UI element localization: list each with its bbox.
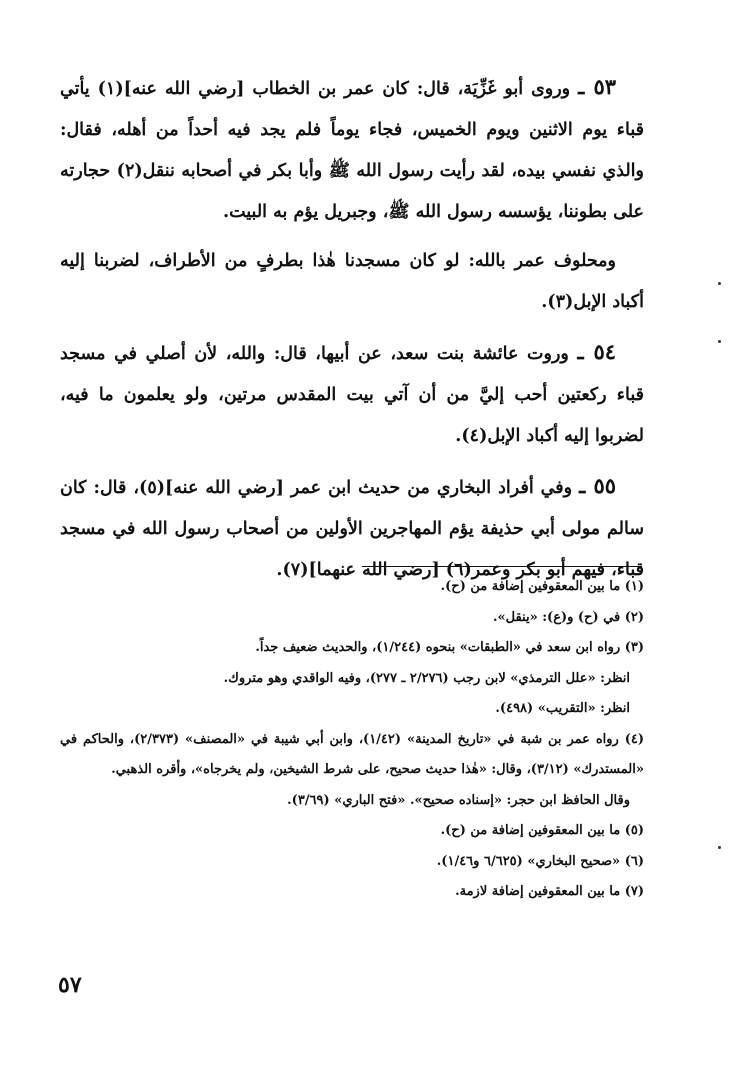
paragraph-oath: [60, 241, 644, 323]
footnote-5: (٥) ما بين المعقوفين إضافة من (ح).: [440, 823, 644, 838]
paragraph-number: ٥٥ ـ: [579, 473, 616, 498]
footnotes: [60, 572, 644, 908]
footnote-7: (٧) ما بين المعقوفين إضافة لازمة.: [455, 884, 644, 899]
margin-speck: [718, 282, 721, 285]
footnote-1: (١) ما بين المعقوفين إضافة من (ح).: [440, 579, 644, 594]
footnote-4: (٤) رواه عمر بن شبة في «تاريخ المدينة» (١/٤٢)، وابن أبي شيبة في «المصنف» (٢/٣٧٣)، والحاكم في «المستدرك» (٣/١٢)، وقال: «هٰذا حديث صحيح، على شرط الشيخين، ولم يخرجاه»، وأقره الذهبي.: [60, 731, 645, 777]
page-number: ٥٧: [58, 972, 82, 998]
main-text: [60, 66, 644, 591]
footnote-2: (٢) في (ح) و(ع): «ينقل».: [492, 609, 644, 625]
footnote-3: (٣) رواه ابن سعد في «الطبقات» بنحوه (١/٢٤٤)، والحديث ضعيف جداً.: [255, 640, 644, 655]
footnote-3-see-also: انظر: «التقريب» (٤٩٨).: [495, 701, 630, 716]
paragraph-text: وروت عائشة بنت سعد، عن أبيها، قال: والله، لأن أصلي في مسجد قباء ركعتين أحب إليَّ من أن آتي بيت المقدس مرتين، ولو يعلمون ما فيه، لضربوا إليه أكباد الإبل(٤).: [60, 344, 644, 446]
footnote-4-continued: وقال الحافظ ابن حجر: «إسناده صحيح». «فتح الباري» (٣/٦٩).: [287, 792, 630, 808]
paragraph-number: ٥٤ ـ: [577, 339, 617, 364]
footnote-3-continued: انظر: «علل الترمذي» لابن رجب (٢/٢٧٦ ـ ٢٧٧)، وفيه الواقدي وهو متروك.: [223, 670, 630, 686]
paragraph-53: [60, 66, 644, 233]
margin-speck: [718, 340, 721, 343]
margin-speck: [718, 846, 721, 849]
paragraph-text: وروى أبو غَزِّيَة، قال: كان عمر بن الخطاب [رضي الله عنه](١) يأتي قباء يوم الاثنين ويوم الخميس، فجاء يوماً فلم يجد فيه أحداً من أهله، فقال: والذي نفسي بيده، لقد رأيت رسول الله ﷺ وأبا بكر في أصحابه ننقل(٢) حجارته على بطوننا، يؤسسه رسول الله ﷺ، وجبريل يؤم به البيت.: [60, 79, 644, 222]
paragraph-54: [60, 331, 644, 457]
paragraph-text: ومحلوف عمر بالله: لو كان مسجدنا هٰذا بطرفٍ من الأطراف، لضربنا إليه أكباد الإبل(٣).: [60, 251, 644, 312]
footnote-6: (٦) «صحيح البخاري» (٦/٦٢٥ و١/٤٦).: [436, 853, 644, 869]
paragraph-text: وفي أفراد البخاري من حديث ابن عمر [رضي الله عنه](٥)، قال: كان سالم مولى أبي حذيفة يؤم المهاجرين الأولين من أصحاب رسول الله في مسجد قباء، فيهم أبو بكر وعمر(٦) [رضي الله عنهما](٧).: [60, 478, 644, 580]
paragraph-number: ٥٣ ـ: [578, 74, 616, 99]
footnote-divider: [362, 566, 642, 567]
